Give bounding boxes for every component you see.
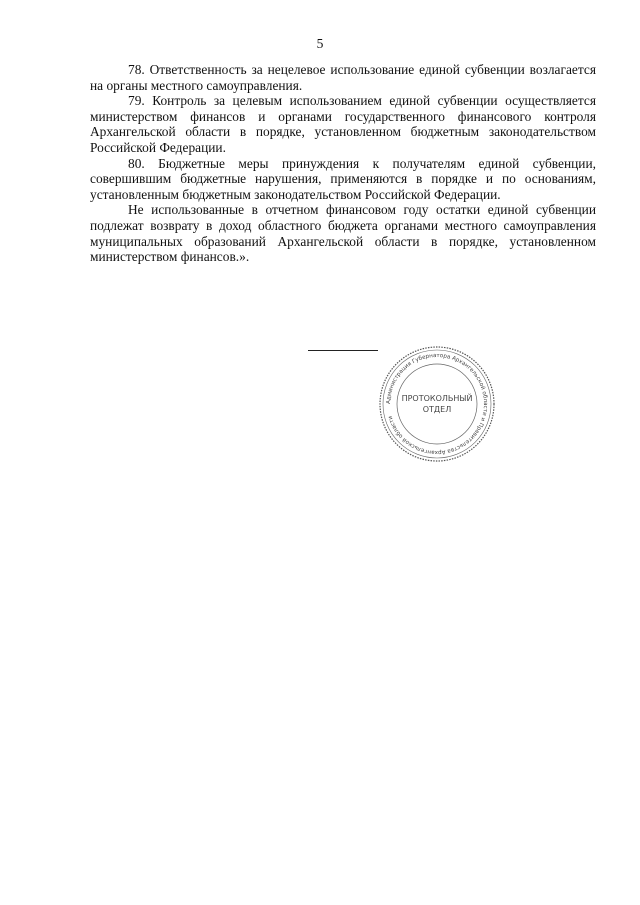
seal-center-line-1: ПРОТОКОЛЬНЫЙ	[401, 394, 473, 403]
paragraph-78: 78. Ответственность за нецелевое использование единой субвенции возлагается на органы местного самоуправления.	[90, 62, 596, 93]
seal-ring-text: Администрация Губернатора Архангельской области и Правительства Архангельской области	[385, 352, 489, 456]
official-seal-stamp	[378, 345, 496, 463]
paragraph-80: 80. Бюджетные меры принуждения к получателям единой субвенции, совершившим бюджетные нарушения, применяются в порядке и по основаниям, установленным бюджетным законодательством Российской Федерации.	[90, 155, 596, 202]
paragraph-unused-balances: Не использованные в отчетном финансовом году остатки единой субвенции подлежат возврату в доход областного бюджета органами местного самоуправления муниципальных образований Архангельской области в порядке, установленном министерством финансов.».	[90, 202, 596, 265]
document-body	[90, 62, 596, 265]
page-number: 5	[316, 36, 324, 51]
signature-line	[308, 350, 378, 351]
paragraph-79: 79. Контроль за целевым использованием единой субвенции осуществляется министерством финансов и органами государственного финансового контроля Архангельской области в порядке, установленном бюджетным законодательством Российской Федерации.	[90, 93, 596, 155]
seal-center-line-2: ОТДЕЛ	[422, 405, 452, 414]
